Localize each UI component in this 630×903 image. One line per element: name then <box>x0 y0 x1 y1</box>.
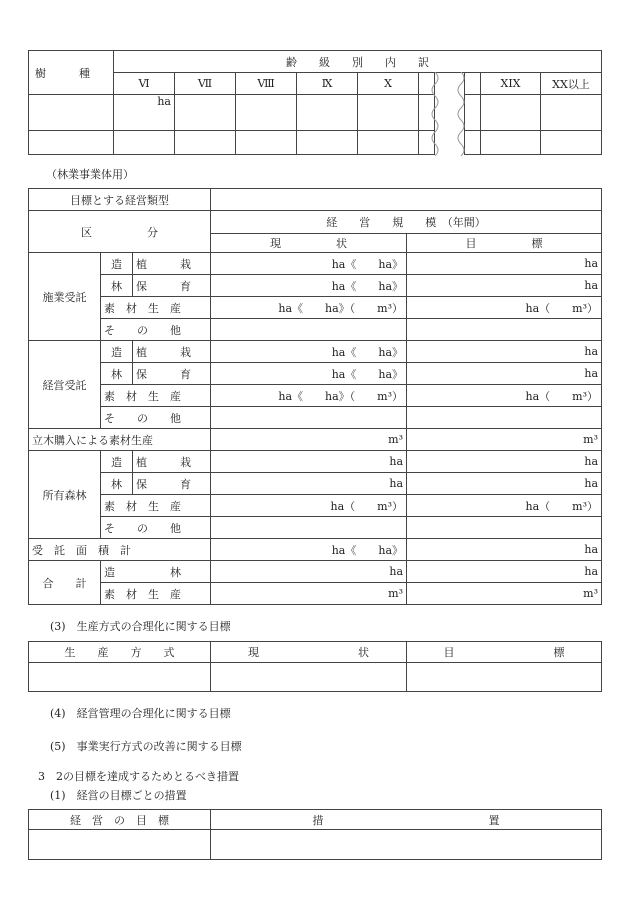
row-target: ha <box>407 451 602 473</box>
section-4-heading: (4) 経営管理の合理化に関する目標 <box>50 707 231 720</box>
row-item: そ の 他 <box>101 407 211 429</box>
row-item: 素 材 生 産 <box>101 297 211 319</box>
row-item: そ の 他 <box>101 517 211 539</box>
section-3-heading: (3) 生産方式の合理化に関する目標 <box>50 620 231 633</box>
row-current: m³ <box>211 583 407 605</box>
measures-table <box>28 809 602 860</box>
forestry-entity-label: （林業事業体用） <box>46 168 134 181</box>
row-item: 保 育 <box>133 275 211 297</box>
row-current: ha《 ha》（ m³） <box>211 385 407 407</box>
prod-col-method: 生 産 方 式 <box>29 642 211 663</box>
age-class-9: Ⅸ <box>297 73 358 95</box>
age-class-6: Ⅵ <box>114 73 175 95</box>
row-item: そ の 他 <box>101 319 211 341</box>
sub-rin: 林 <box>101 473 133 495</box>
target-label: 目 標 <box>407 234 602 253</box>
row-current: ha《 ha》 <box>211 363 407 385</box>
age-class-table <box>28 50 602 155</box>
row-item: 植 栽 <box>133 451 211 473</box>
age-class-19: XIX <box>481 73 541 95</box>
section-main-3-heading: 3 2の目標を達成するためとるべき措置 <box>38 770 239 783</box>
itaku-current: ha《 ha》 <box>211 539 407 561</box>
measure-col-action: 措 置 <box>211 810 602 830</box>
species-header: 樹 種 <box>29 51 114 95</box>
row-item: 素 材 生 産 <box>101 385 211 407</box>
scale-label: 経 営 規 模 （年間） <box>211 211 602 234</box>
row-target: ha <box>407 341 602 363</box>
row-target: ha <box>407 561 602 583</box>
kubun-label: 区 分 <box>29 211 211 253</box>
target-type-label: 目標とする経営類型 <box>29 189 211 211</box>
row-item: 素 材 生 産 <box>101 583 211 605</box>
group-sekyo-jutaku: 施業受託 <box>29 253 101 341</box>
row-current: ha（ m³） <box>211 495 407 517</box>
age-class-20-plus: XX以上 <box>541 73 602 95</box>
sub-rin: 林 <box>101 363 133 385</box>
row-target: ha <box>407 473 602 495</box>
row-target: m³ <box>407 583 602 605</box>
row-target: ha（ m³） <box>407 495 602 517</box>
row-current: ha <box>211 473 407 495</box>
sub-zo: 造 <box>101 341 133 363</box>
total-label: 合 計 <box>29 561 101 605</box>
age-class-8: Ⅷ <box>236 73 297 95</box>
sub-zo: 造 <box>101 451 133 473</box>
row-current: ha <box>211 451 407 473</box>
row-current: ha《 ha》 <box>211 341 407 363</box>
row-item: 造 林 <box>101 561 211 583</box>
row-item: 保 育 <box>133 363 211 385</box>
age-class-group-header: 齢 級 別 内 訳 <box>114 51 602 73</box>
tachiki-label: 立木購入による素材生産 <box>29 429 211 451</box>
group-keiei-jutaku: 経営受託 <box>29 341 101 429</box>
row-current: ha <box>211 561 407 583</box>
section-main-3-1-heading: (1) 経営の目標ごとの措置 <box>50 789 187 802</box>
age-class-7: Ⅶ <box>175 73 236 95</box>
row-item: 保 育 <box>133 473 211 495</box>
row-target: ha <box>407 253 602 275</box>
row-current: ha《 ha》（ m³） <box>211 297 407 319</box>
sub-zo: 造 <box>101 253 133 275</box>
row-current: ha《 ha》 <box>211 275 407 297</box>
age-unit-ha: ha <box>114 95 175 131</box>
row-target: ha <box>407 275 602 297</box>
production-method-table <box>28 641 602 692</box>
management-scale-table <box>28 188 602 605</box>
row-current: ha《 ha》 <box>211 253 407 275</box>
row-item: 植 栽 <box>133 341 211 363</box>
wavy-break-icon <box>429 72 469 156</box>
measure-col-goal: 経 営 の 目 標 <box>29 810 211 830</box>
row-item: 素 材 生 産 <box>101 495 211 517</box>
row-target: ha（ m³） <box>407 297 602 319</box>
tachiki-target: m³ <box>407 429 602 451</box>
row-target: ha（ m³） <box>407 385 602 407</box>
itaku-label: 受 託 面 積 計 <box>29 539 211 561</box>
section-5-heading: (5) 事業実行方式の改善に関する目標 <box>50 740 242 753</box>
tachiki-current: m³ <box>211 429 407 451</box>
current-label: 現 状 <box>211 234 407 253</box>
age-class-10: Ⅹ <box>358 73 419 95</box>
prod-col-current: 現 状 <box>211 642 407 663</box>
sub-rin: 林 <box>101 275 133 297</box>
row-item: 植 栽 <box>133 253 211 275</box>
row-target: ha <box>407 363 602 385</box>
group-owned-forest: 所有森林 <box>29 451 101 539</box>
itaku-target: ha <box>407 539 602 561</box>
prod-col-target: 目 標 <box>407 642 602 663</box>
